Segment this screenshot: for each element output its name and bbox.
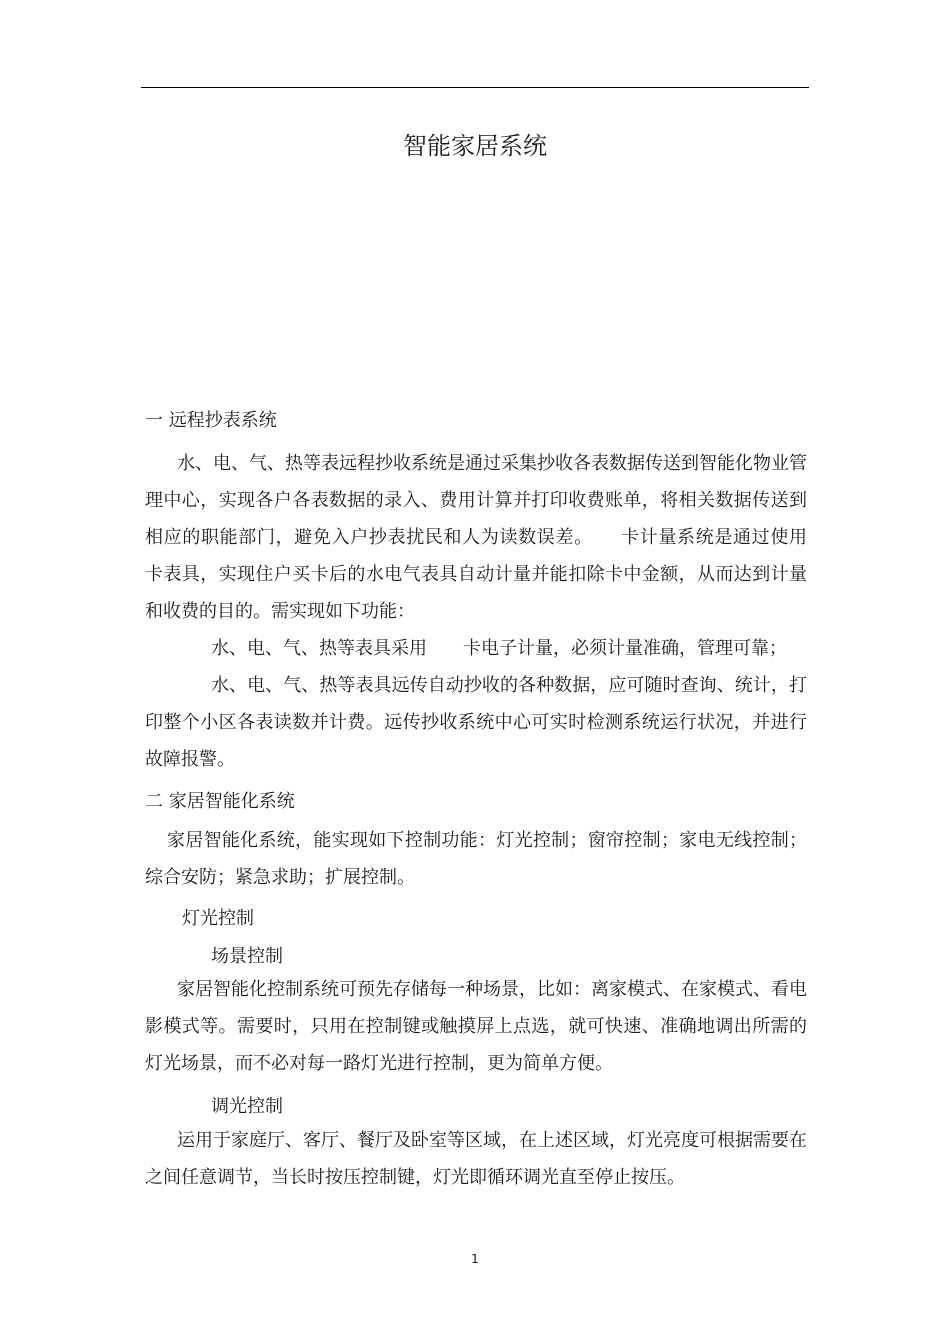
section-heading-remote-meter: 一 远程抄表系统 xyxy=(145,410,277,431)
paragraph-smart-home-intro: 家居智能化系统，能实现如下控制功能：灯光控制；窗帘控制；家电无线控制；综合安防；紧急求助；扩展控制。 xyxy=(145,830,807,888)
subheading-dimming-control: 调光控制 xyxy=(211,1096,283,1117)
page-number: 1 xyxy=(471,1252,479,1266)
header-rule xyxy=(141,87,809,88)
paragraph-remote-meter: 水、电、气、热等表远程抄收系统是通过采集抄收各表数据传送到智能化物业管理中心，实现各户各表数据的录入、费用计算并打印收费账单，将相关数据传送到相应的职能部门，避免入户抄表扰民和人为读数误差。 卡计量系统是通过使用 卡表具，实现住户买卡后的水电气表具自动计量并能扣除卡中金额，从而达到计量和收费的目的。需实现如下功能： xyxy=(145,453,843,622)
paragraph-dimming-control: 运用于家庭厅、客厅、餐厅及卧室等区域，在上述区域，灯光亮度可根据需要在 之间任意调节，当长时按压控制键，灯光即循环调光直至停止按压。 xyxy=(145,1130,879,1188)
list-item-ic-card: 水、电、气、热等表具采用 卡电子计量，必须计量准确，管理可靠； xyxy=(211,638,787,659)
paragraph-scene-control: 家居智能化控制系统可预先存储每一种场景，比如：离家模式、在家模式、看电影模式等。需要时，只用在控制键或触摸屏上点选，就可快速、准确地调出所需的灯光场景，而不必对每一路灯光进行控制，更为简单方便。 xyxy=(145,979,807,1074)
list-item-remote-reading: 水、电、气、热等表具远传自动抄收的各种数据，应可随时查询、统计，打印整个小区各表读数并计费。远传抄收系统中心可实时检测系统运行状况，并进行故障报警。 xyxy=(145,675,807,770)
document-title: 智能家居系统 xyxy=(403,132,547,160)
subheading-scene-control: 场景控制 xyxy=(211,946,283,967)
subheading-lighting-control: 灯光控制 xyxy=(182,908,254,929)
section-heading-smart-home: 二 家居智能化系统 xyxy=(145,791,295,812)
